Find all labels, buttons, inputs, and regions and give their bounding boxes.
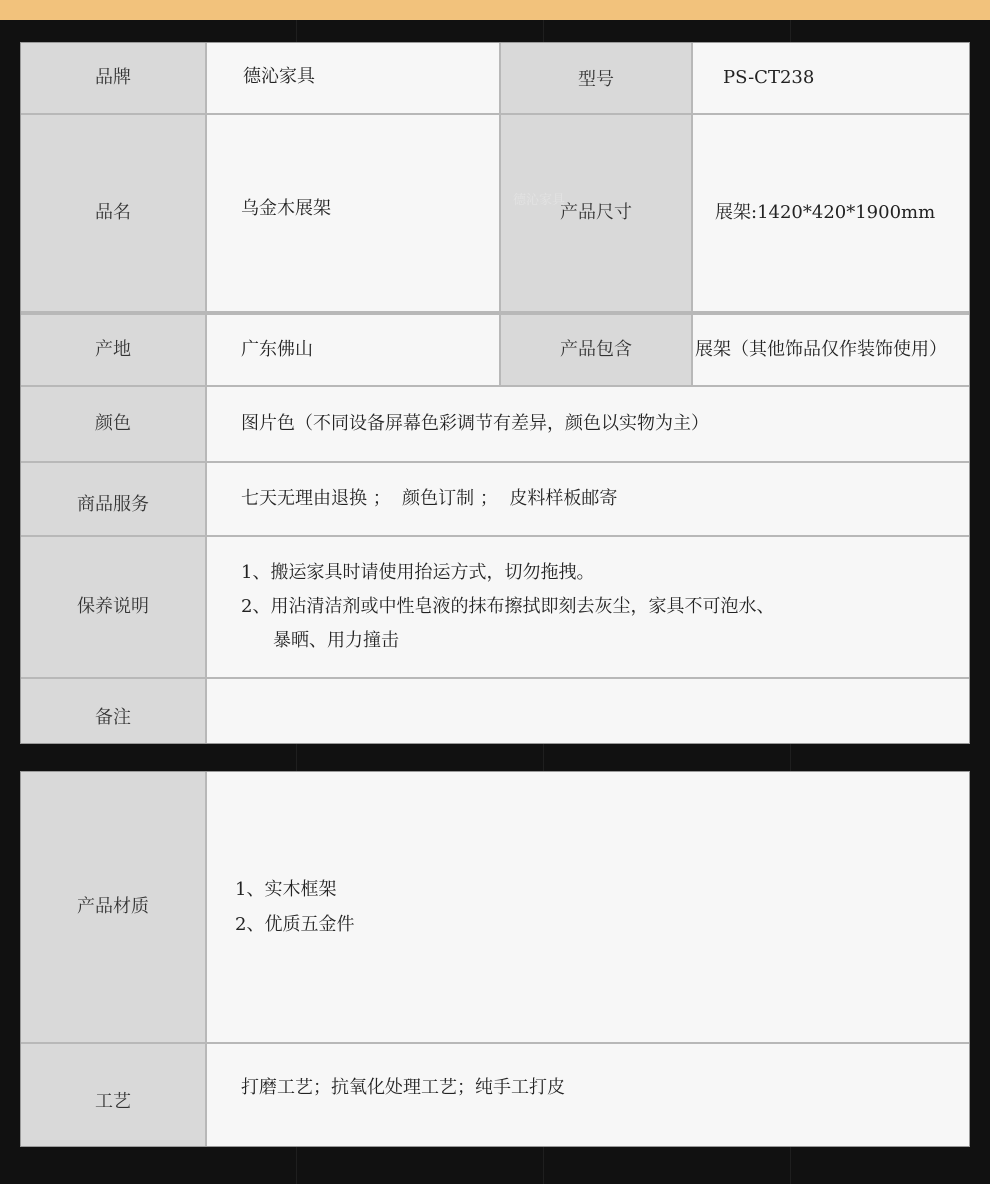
grid-divider bbox=[205, 772, 207, 1146]
grid-divider bbox=[499, 43, 501, 385]
package-value: 展架（其他饰品仅作装饰使用） bbox=[693, 315, 969, 385]
size-value: 展架:1420*420*1900mm bbox=[693, 115, 969, 311]
care-line: 2、用沾清洁剂或中性皂液的抹布擦拭即刻去灰尘，家具不可泡水、 bbox=[241, 596, 775, 617]
top-accent-bar bbox=[0, 0, 990, 20]
material-line: 1、实木框架 bbox=[235, 879, 337, 900]
care-line: 暴晒、用力撞击 bbox=[273, 630, 399, 651]
material-value bbox=[207, 772, 969, 1042]
origin-label: 产地 bbox=[21, 315, 205, 385]
craft-value: 打磨工艺；抗氧化处理工艺；纯手工打皮 bbox=[207, 1044, 969, 1146]
grid-divider bbox=[21, 461, 969, 463]
remark-value bbox=[207, 679, 969, 743]
brand-label: 品牌 bbox=[21, 43, 205, 113]
brand-value: 德沁家具 bbox=[207, 43, 499, 113]
color-label: 颜色 bbox=[21, 387, 205, 461]
grid-divider bbox=[21, 677, 969, 679]
remark-label: 备注 bbox=[21, 679, 205, 743]
grid-divider bbox=[21, 113, 969, 115]
service-value: 七天无理由退换 ； 颜色订制 ； 皮料样板邮寄 bbox=[207, 463, 969, 535]
model-value: PS-CT238 bbox=[693, 43, 969, 113]
care-value bbox=[207, 537, 969, 677]
care-label: 保养说明 bbox=[21, 537, 205, 677]
grid-divider bbox=[691, 43, 693, 385]
grid-divider bbox=[21, 385, 969, 387]
grid-divider bbox=[21, 535, 969, 537]
origin-value: 广东佛山 bbox=[207, 315, 499, 385]
name-label: 品名 bbox=[21, 115, 205, 311]
craft-label: 工艺 bbox=[21, 1044, 205, 1146]
color-value: 图片色（不同设备屏幕色彩调节有差异，颜色以实物为主） bbox=[207, 387, 969, 461]
material-line: 2、优质五金件 bbox=[235, 914, 355, 935]
care-line: 1、搬运家具时请使用抬运方式，切勿拖拽。 bbox=[241, 562, 595, 583]
watermark: 德沁家具 bbox=[513, 193, 566, 208]
package-label: 产品包含 bbox=[501, 315, 691, 385]
material-table bbox=[20, 771, 970, 1147]
spec-table bbox=[20, 42, 970, 744]
model-label: 型号 bbox=[501, 43, 691, 113]
material-label: 产品材质 bbox=[21, 772, 205, 1042]
grid-divider bbox=[21, 311, 969, 315]
grid-divider bbox=[21, 1042, 969, 1044]
grid-divider bbox=[205, 43, 207, 743]
service-label: 商品服务 bbox=[21, 463, 205, 535]
size-label: 产品尺寸 bbox=[501, 115, 691, 311]
name-value: 乌金木展架 bbox=[207, 115, 499, 311]
